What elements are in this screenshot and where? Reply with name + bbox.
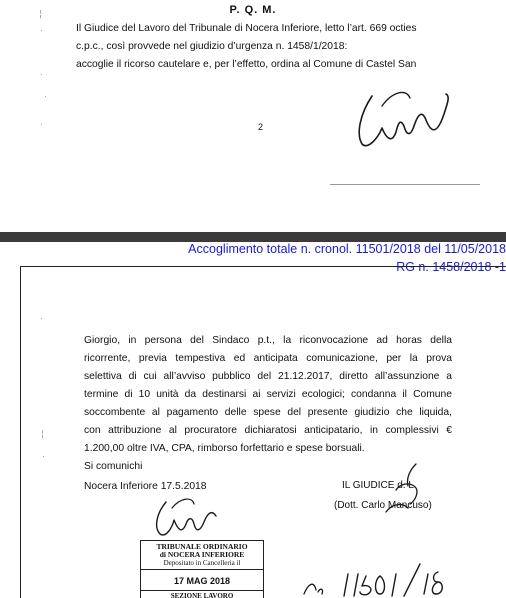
page-separator [0,232,506,242]
body-line-5: soccombente al pagamento delle spese del presente giudizio che liquida, [84,407,452,418]
margin-mark: ╎ [38,10,43,19]
judge-signature-upper [352,84,472,154]
judge-signature-lower [150,492,230,542]
stamp-footer: SEZIONE LAVORO [141,590,263,598]
stamp-separator [141,569,263,570]
handwritten-number [300,560,450,598]
judge-name: (Dott. Carlo Mancuso) [334,500,432,511]
page-number: 2 [258,122,264,132]
margin-mark: · [40,314,43,323]
judge-title: IL GIUDICE d. L. [342,480,417,491]
registry-header-line-2: RG n. 1458/2018 -1 [396,260,506,274]
court-deposit-stamp [140,540,264,598]
registry-header-line-1: Accoglimento totale n. cronol. 11501/2018 del 11/05/2018 [188,242,506,256]
judge-signature-right [356,460,446,540]
closing-line: Si comunichi [84,461,143,472]
upper-text-line-1: Il Giudice del Lavoro del Tribunale di Nocera Inferiore, letto l’art. 669 octies [76,23,417,34]
body-line-4: termine di 10 unità da destinarsi ai servizi ecologici; condanna il Comune [84,389,452,400]
margin-mark: · [40,26,43,35]
body-line-3: selettiva di cui all’avviso pubblico del 21.12.2017, diretto all’assunzione a [84,371,452,382]
margin-mark: · [40,120,43,129]
stamp-date: 17 MAG 2018 [173,576,231,586]
stamp-line-3: Depositato in Cancelleria il [163,559,241,567]
body-line-1: Giorgio, in persona del Sindaco p.t., la riconvocazione ad horas della [84,335,452,346]
margin-mark: · [42,452,45,461]
body-line-6: con attribuzione al procuratore dichiaratosi anticipatario, in complessivi € [84,425,452,436]
upper-text-line-3: accoglie il ricorso cautelare e, per l’effetto, ordina al Comune di Castel San [76,59,417,70]
lower-page-fragment [0,242,506,598]
body-line-2: ricorrente, previa tempestiva ed anticipata comunicazione, per la prova [84,353,452,364]
upper-page-fragment [0,0,506,232]
bottom-rule [330,184,480,185]
section-heading: P. Q. M. [229,4,277,16]
upper-text-line-2: c.p.c., così provvede nel giudizio d’urgenza n. 1458/1/2018: [76,41,348,52]
body-line-7: 1.200,00 oltre IVA, CPA, rimborso forfettario e spese borsuali. [84,443,365,454]
margin-mark: · [40,70,43,79]
margin-mark: ╎ [40,430,45,439]
margin-mark: · [44,92,47,101]
stamp-line-2: di NOCERA INFERIORE [159,550,245,559]
place-date-line: Nocera Inferiore 17.5.2018 [84,481,207,492]
stamp-line-1: TRIBUNALE ORDINARIO [156,542,248,551]
